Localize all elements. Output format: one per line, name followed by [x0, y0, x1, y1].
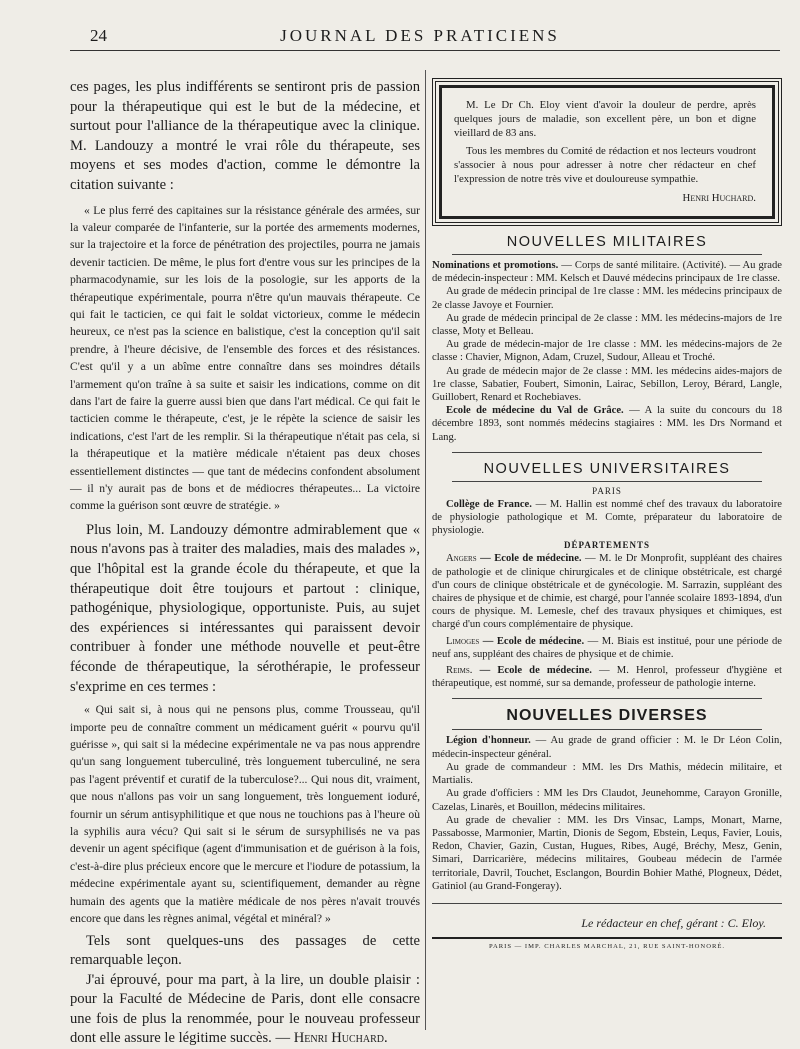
universitaires-p1-rest: — M. Hallin est nommé chef des travaux du laboratoire de physiologie pathologique et M. Comte, préparateur du laboratoire de physiologie.: [432, 498, 782, 537]
section-rule: [452, 452, 762, 453]
section-heading-militaires: NOUVELLES MILITAIRES: [506, 234, 708, 250]
universitaires-paragraph-4: [432, 664, 782, 690]
column-divider: [425, 70, 426, 1030]
section-heading-universitaires: NOUVELLES UNIVERSITAIRES: [483, 460, 731, 477]
notice-signature: Henri Huchard.: [682, 192, 756, 204]
right-column: [432, 78, 782, 950]
printer-line: PARIS — IMP. CHARLES MARCHAL, 21, RUE SAINT-HONORÉ.: [488, 942, 726, 950]
journal-title: JOURNAL DES PRATICIENS: [280, 26, 560, 45]
universitaires-paragraph-2: [432, 552, 782, 631]
diverses-paragraph-1: [432, 734, 782, 760]
militaires-paragraph-2: Au grade de médecin principal de 1re classe : MM. les médecins principaux de 2e classe Javoye et Fournier.: [432, 286, 782, 311]
angers-lead: — Ecole de médecine.: [476, 553, 582, 565]
left-paragraph-2: Plus loin, M. Landouzy démontre admirablement que « nous n'avons pas à traiter des maladies, mais des malades », que l'hôpital est la grande école du thérapeute, et que la thérapeutique doit être toujours et partout : clinique, pathogénique, physiologique, opportuniste. Puis, au sujet des expériences si intéressantes qui paraissent devoir contribuer à fonder une méthode nouvelle et peut-être féconde de thérapeutique, la sérothérapie, le professeur s'exprime en ces termes :: [70, 521, 420, 695]
diverses-paragraph-3: Au grade d'officiers : MM les Drs Claudot, Jeunehomme, Carayon Gronille, Cazelas, Linarès, et Bouillon, médecins militaires.: [432, 788, 782, 813]
militaires-paragraph-4: Au grade de médecin-major de 1re classe : MM. les médecins-majors de 2e classe : Chavier, Mignon, Adam, Cruzel, Sudour, Alleau et Troché.: [432, 339, 782, 364]
diverses-p1-rest: — Au grade de grand officier : M. le Dr Léon Colin, médecin-inspecteur général.: [432, 735, 782, 760]
militaires-paragraph-5: Au grade de médecin major de 2e classe : MM. les médecins aides-majors de 1re classe, Sabatier, Foubert, Simonin, Lairac, Sebillon, Leroy, Bérard, Langle, Guillobert, Renard et Rochebiaves.: [432, 365, 782, 404]
left-quote-2: « Qui sait si, à nous qui ne pensons plus, comme Trousseau, qu'il importe peu de connaître comment un médicament guérit « pourvu qu'il guérisse », qui sait si la médecine expérimentale ne va pas nous apprendre qu'un sang longuement tuberculiné, très longuement tuberculiné, ne sera pas l'agent préventif et curatif de la tuberculose?... Qui nous dit, vraiment, que nous n'allons pas voir un sang longuement, très longuement ioduré, fournir un sérum antisyphilitique et que nous ne touchions pas à l'heure où la syphilis aura vécu? Qui sait si le sérum de sursyphilisés ne va pas devenir un agent spécifique (agent d'immunisation et de guérison à la fois, c'est-à-dire plus précieux encore que le mercure et l'iodure de potassium, la médecine expérimentale ayant su, scientifiquement, demander au règne humain des agents que la matière médicale de nos pères n'avait trouvés encore que dans les règnes animal, végétal et minéral? »: [70, 703, 420, 926]
section-rule: [452, 481, 762, 482]
militaires-p1-rest: — Corps de santé militaire. (Activité). — Au grade de médecin-inspecteur : MM. Kelsch et Dauvé médecins principaux de 1re classe.: [432, 260, 783, 285]
college-de-france-lead: Collège de France.: [446, 498, 532, 510]
universitaires-paragraph-3: [432, 635, 782, 661]
footer-rule: [432, 937, 782, 939]
city-reims: Reims.: [446, 665, 473, 677]
section-heading-diverses: NOUVELLES DIVERSES: [506, 707, 708, 725]
notice-text-2: Tous les membres du Comité de rédaction et nos lecteurs voudront s'associer à nous pour adresser à notre cher rédacteur en chef l'expression de notre très vive et douloureuse sympathie.: [454, 145, 756, 185]
obituary-notice-box: [432, 78, 782, 226]
universitaires-p4-rest: — M. Henrol, professeur d'hygiène et thérapeutique, est nommé, sur sa demande, professeur de pathologie interne.: [432, 665, 782, 690]
left-paragraph-4-text: J'ai éprouvé, pour ma part, à la lire, un double plaisir : pour la Faculté de Médecine de Paris, dont elle consacre une fois de plus la renommée, pour le nouveau professeur dont elle assure le légitime succès. —: [70, 971, 420, 1047]
left-quote-1: « Le plus ferré des capitaines sur la résistance générale des armées, sur la valeur comparée de l'infanterie, sur la portée des armements modernes, sur la trajectoire et la force de pénétration des projectiles, pourra ne jamais devenir tacticien. De même, le plus fort d'entre vous sur les principes de la pharmacodynamie, sur les lois de la posologie, sur les apports de la thérapeutique expérimentale, pourra n'être qu'un mauvais thérapeute. Ce qui fait le tacticien, ce qui fait le soldat victorieux, comme le médecin heureux, ce n'est pas la science en balistique, c'est la conception qu'il sait prendre, à l'heure décisive, de l'ensemble des forces et des résistances. C'est qu'il y a un abîme entre connaître dans ses moindres détails l'armement qu'on traîne à sa suite et saisir les indications, comme on dit dans l'art de faire la guerre aussi bien que dans l'art médical. Ce qui fait le tacticien comme le thérapeute, c'est, je le répète la science de saisir les indications, c'est l'art de les remplir. Si la thérapeutique n'était pas cela, si la thérapeutique et la matière médicale n'étaient pas deux choses essentiellement distinctes — que tant de médecins confondent absolument — il n'y aurait pas de bons et de médiocres thérapeutes... La victoire comme la guérison sont œuvre de stratégie. »: [70, 203, 420, 513]
left-paragraph-4: [70, 971, 420, 1049]
reims-lead: — Ecole de médecine.: [472, 665, 592, 677]
page-number: 24: [90, 26, 107, 45]
universitaires-paragraph-1: [432, 498, 782, 538]
page-header: [70, 26, 770, 48]
editor-line: Le rédacteur en chef, gérant : C. Eloy.: [581, 915, 766, 930]
universitaires-p3-rest: — M. Biais est institué, pour une période de neuf ans, suppléant des chaires de physique et de chimie.: [432, 635, 782, 660]
val-de-grace-lead: Ecole de médecine du Val de Grâce.: [446, 405, 624, 417]
author-signature: Henri Huchard.: [293, 1030, 388, 1047]
militaires-paragraph-3: Au grade de médecin principal de 2e classe : MM. les médecins-majors de 1re classe, Moty et Belleau.: [432, 312, 782, 338]
diverses-paragraph-2: Au grade de commandeur : MM. les Drs Mathis, médecin militaire, et Martialis.: [432, 761, 782, 787]
header-rule: [70, 50, 780, 51]
section-rule: [452, 698, 762, 699]
militaires-p6-rest: — A la suite du concours du 18 décembre 1893, sont nommés médecins stagiaires : MM. les Drs Normand et Lang.: [432, 405, 782, 443]
left-paragraph-3: Tels sont quelques-uns des passages de cette remarquable leçon.: [70, 932, 420, 969]
universitaires-p2-rest: — M. le Dr Monprofit, suppléant des chaires de pathologie et de clinique chirurgicales et de clinique obstétricale, est chargé d'un cours de clinique obstétricale et de gynécologie. M. Sarrazin, suppléant des chaires de physique et de chimie, est chargé, pour l'année scolaire 1893-1894, d'un cours de physique. M. Lemesle, chef des travaux physiques et chimiques, est chargé d'un cours complémentaire de physique.: [432, 553, 783, 631]
city-angers: Angers: [446, 553, 477, 565]
diverses-paragraph-4: Au grade de chevalier : MM. les Drs Vinsac, Lamps, Monart, Marne, Passabosse, Marmonier, Martin, Dionis de Segom, Ebstein, Lequs, Favier, Louis, Redon, Chavier, Gazin, Custan, Hugues, Ribes, Augé, Bréchy, Mesz, Genin, Simari, Darricarière, médecins militaires, Goubeau médecin de l'armée territoriale, Davril, Touchet, Esclangon, Bourdin Bohier Mathé, Plogneux, Dédet, Gatiniol (au Grand-Fongeray).: [432, 814, 782, 892]
left-paragraph-1: ces pages, les plus indifférents se sentiront pris de passion pour la thérapeutique qui est le but de la médecine, et surtout pour l'alliance de la thérapeutique avec la clinique. M. Landouzy a montré le vrai rôle du thérapeute, ses moyens et ses modes d'action, comme le démontre la citation suivante :: [70, 79, 420, 193]
militaires-paragraph-6: [432, 404, 782, 444]
left-column: [70, 78, 420, 1049]
label-departements: DÉPARTEMENTS: [563, 540, 651, 551]
notice-text-1: M. Le Dr Ch. Eloy vient d'avoir la douleur de perdre, après quelques jours de maladie, son excellent père, un bon et digne vieillard de 83 ans.: [454, 99, 756, 139]
section-rule: [452, 729, 762, 730]
footer-rule-top: [432, 903, 782, 904]
militaires-lead: Nominations et promotions.: [432, 260, 559, 271]
section-rule: [452, 254, 762, 255]
legion-honneur-lead: Légion d'honneur.: [446, 735, 531, 747]
city-limoges: Limoges: [446, 635, 480, 647]
label-paris: PARIS: [592, 485, 622, 496]
limoges-lead: — Ecole de médecine.: [479, 635, 585, 647]
militaires-paragraph-1: [432, 259, 782, 285]
